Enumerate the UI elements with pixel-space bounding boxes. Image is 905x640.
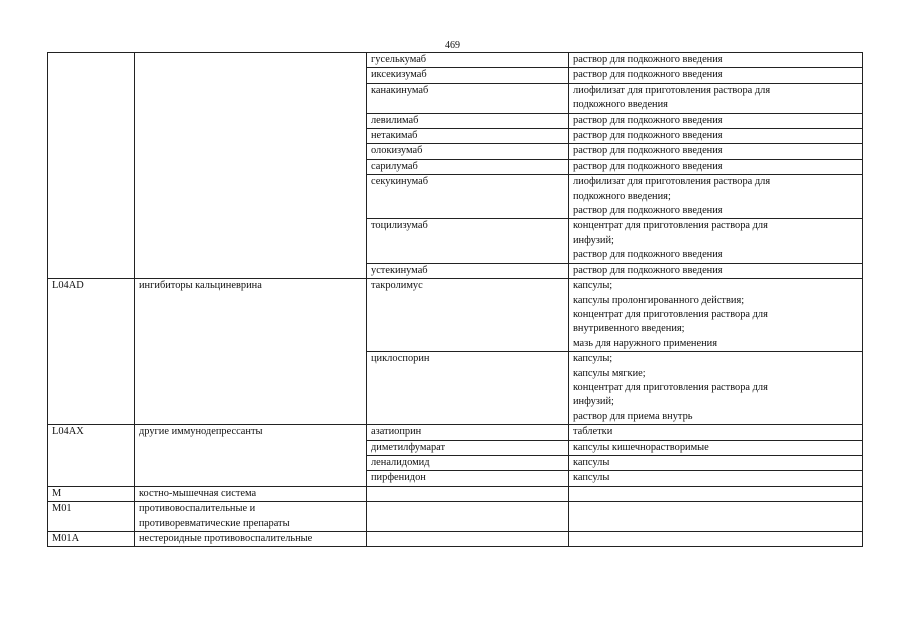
drug-name-cell: олокизумаб xyxy=(367,144,569,159)
dosage-forms-cell xyxy=(569,83,863,113)
dosage-form-line: капсулы xyxy=(573,456,610,468)
table-row xyxy=(48,502,863,532)
drug-name-cell: пирфенидон xyxy=(367,471,569,486)
drug-name-cell: секукинумаб xyxy=(367,175,569,219)
dosage-form-line: раствор для подкожного введения xyxy=(573,69,723,81)
dosage-forms-cell xyxy=(569,440,863,455)
drug-name-cell xyxy=(367,486,569,501)
dosage-forms-cell xyxy=(569,219,863,263)
drug-name-cell: сарилумаб xyxy=(367,159,569,174)
dosage-form-line: лиофилизат для приготовления раствора для xyxy=(573,84,771,96)
dosage-forms-cell xyxy=(569,68,863,83)
drug-name-cell xyxy=(367,502,569,532)
table-row xyxy=(48,532,863,547)
group-name-cell: костно-мышечная система xyxy=(135,486,367,501)
table-row xyxy=(48,425,863,440)
dosage-forms-cell xyxy=(569,159,863,174)
drug-table xyxy=(47,52,863,547)
dosage-forms-cell xyxy=(569,53,863,68)
drug-name-cell: леналидомид xyxy=(367,455,569,470)
dosage-forms-cell xyxy=(569,425,863,440)
dosage-form-line: таблетки xyxy=(573,426,613,438)
drug-name-cell: диметилфумарат xyxy=(367,440,569,455)
table-body xyxy=(48,53,863,547)
table-row xyxy=(48,486,863,501)
dosage-form-line: раствор для подкожного введения xyxy=(573,54,723,65)
atc-code-cell: L04AX xyxy=(48,425,135,487)
atc-code-cell: L04AD xyxy=(48,279,135,425)
dosage-forms-cell xyxy=(569,502,863,532)
drug-name-cell: гуселькумаб xyxy=(367,53,569,68)
dosage-forms-cell xyxy=(569,144,863,159)
dosage-form-line: раствор для подкожного введения xyxy=(573,160,723,172)
dosage-form-line: раствор для подкожного введения xyxy=(573,249,723,261)
drug-name-cell: нетакимаб xyxy=(367,129,569,144)
group-name-cell: противовоспалительные и противоревматические препараты xyxy=(135,502,367,532)
dosage-forms-cell xyxy=(569,279,863,352)
page-number: 469 xyxy=(445,40,460,51)
dosage-form-line: капсулы кишечнорастворимые xyxy=(573,441,709,453)
drug-name-cell: циклоспорин xyxy=(367,352,569,425)
drug-name-cell: канакинумаб xyxy=(367,83,569,113)
drug-name-cell: такролимус xyxy=(367,279,569,352)
dosage-form-line: концентрат для приготовления раствора для xyxy=(573,308,768,320)
dosage-forms-cell xyxy=(569,471,863,486)
atc-code-cell: M xyxy=(48,486,135,501)
dosage-form-line: внутривенного введения; xyxy=(573,323,685,335)
atc-code-cell: M01 xyxy=(48,502,135,532)
drug-name-cell xyxy=(367,532,569,547)
table-row xyxy=(48,279,863,352)
group-name-cell xyxy=(135,53,367,279)
group-name-cell: ингибиторы кальциневрина xyxy=(135,279,367,425)
dosage-form-line: капсулы xyxy=(573,472,610,484)
drug-name-cell: иксекизумаб xyxy=(367,68,569,83)
dosage-form-line: подкожного введения xyxy=(573,99,668,111)
drug-name-cell: азатиоприн xyxy=(367,425,569,440)
group-name-cell: нестероидные противовоспалительные xyxy=(135,532,367,547)
dosage-form-line: мазь для наружного применения xyxy=(573,337,718,349)
dosage-forms-cell xyxy=(569,486,863,501)
dosage-form-line: капсулы пролонгированного действия; xyxy=(573,294,745,306)
dosage-form-line: инфузий; xyxy=(573,396,614,408)
dosage-forms-cell xyxy=(569,113,863,128)
dosage-form-line: раствор для приема внутрь xyxy=(573,410,693,422)
dosage-form-line: раствор для подкожного введения xyxy=(573,264,723,276)
dosage-form-line: подкожного введения; xyxy=(573,190,671,202)
dosage-forms-cell xyxy=(569,352,863,425)
dosage-forms-cell xyxy=(569,263,863,278)
group-name-cell: другие иммунодепрессанты xyxy=(135,425,367,487)
dosage-form-line: капсулы мягкие; xyxy=(573,367,646,379)
dosage-form-line: капсулы; xyxy=(573,280,613,292)
dosage-form-line: концентрат для приготовления раствора для xyxy=(573,381,768,393)
atc-code-cell xyxy=(48,53,135,279)
drug-name-cell: тоцилизумаб xyxy=(367,219,569,263)
dosage-form-line: лиофилизат для приготовления раствора для xyxy=(573,176,771,188)
dosage-form-line: капсулы; xyxy=(573,353,613,365)
dosage-forms-cell xyxy=(569,532,863,547)
dosage-form-line: раствор для подкожного введения xyxy=(573,130,723,142)
dosage-form-line: раствор для подкожного введения xyxy=(573,205,723,217)
dosage-form-line: инфузий; xyxy=(573,234,614,246)
drug-name-cell: устекинумаб xyxy=(367,263,569,278)
dosage-form-line: концентрат для приготовления раствора для xyxy=(573,220,768,232)
table-row xyxy=(48,53,863,68)
dosage-form-line: раствор для подкожного введения xyxy=(573,114,723,126)
dosage-form-line: раствор для подкожного введения xyxy=(573,145,723,157)
dosage-forms-cell xyxy=(569,129,863,144)
dosage-forms-cell xyxy=(569,175,863,219)
dosage-forms-cell xyxy=(569,455,863,470)
atc-code-cell: M01A xyxy=(48,532,135,547)
drug-name-cell: левилимаб xyxy=(367,113,569,128)
